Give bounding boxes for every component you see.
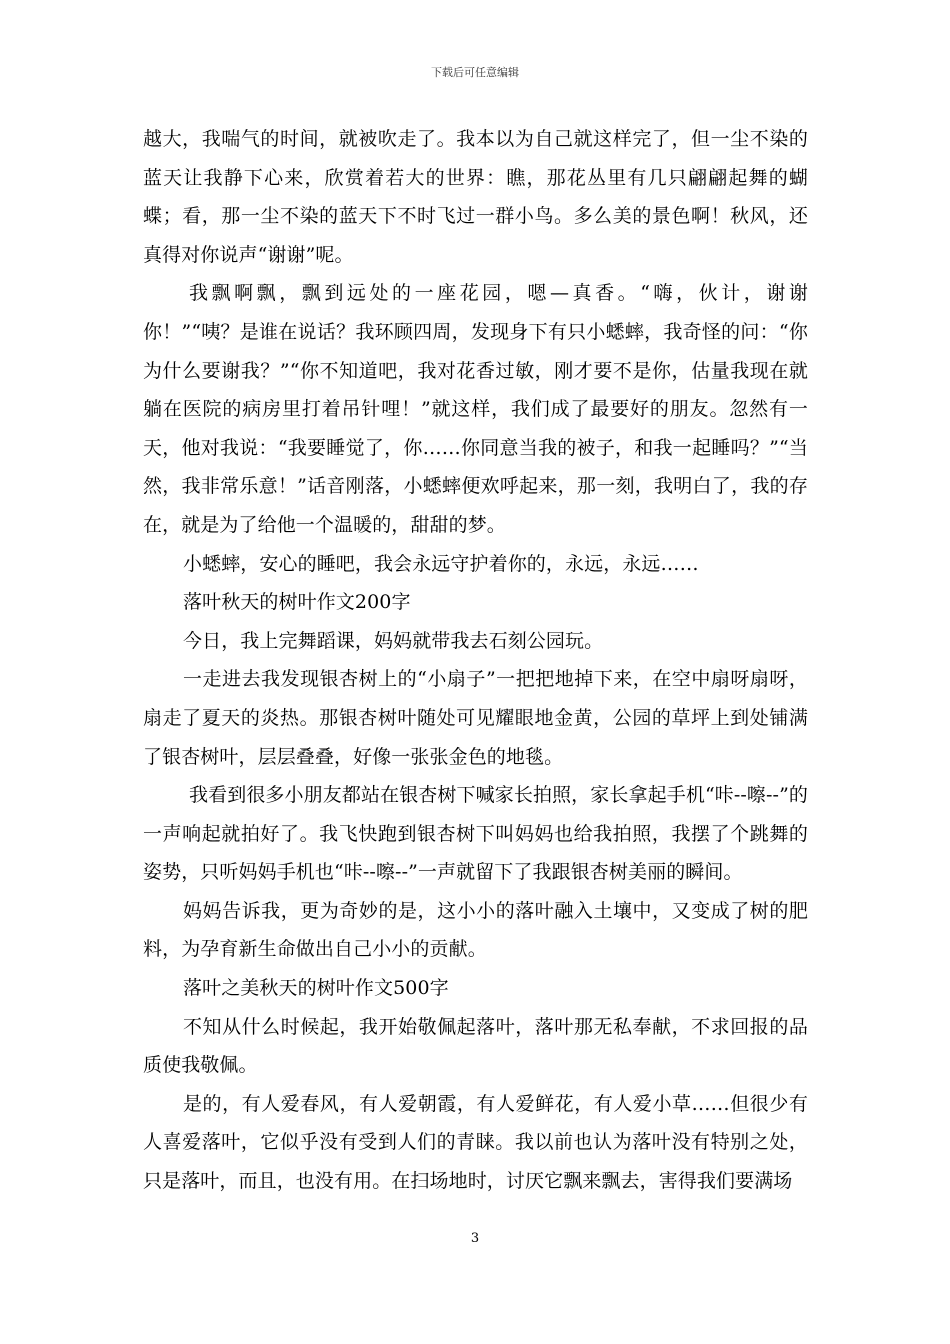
paragraph: 小蟋蟀，安心的睡吧，我会永远守护着你的，永远，永远…… <box>183 552 699 575</box>
paragraph: 我看到很多小朋友都站在银杏树下喊家长拍照，家长拿起手机“咔--嚓--”的一声响起就拍好了。我飞快跑到银杏树下叫妈妈也给我拍照，我摆了个跳舞的姿势，只听妈妈手机也“咔--嚓--”一声就留下了我跟银杏树美丽的瞬间。 <box>143 784 808 884</box>
paragraph: 是的，有人爱春风，有人爱朝霞，有人爱鲜花，有人爱小草……但很少有人喜爱落叶，它似乎没有受到人们的青睐。我以前也认为落叶没有特别之处，只是落叶，而且，也没有用。在扫场地时，讨厌它飘来飘去，害得我们要满场 <box>143 1092 808 1193</box>
document-body <box>143 120 808 1201</box>
paragraph: 我飘啊飘，飘到远处的一座花园，嗯—真香。“嗨，伙计，谢谢你！”“咦？是谁在说话？我环顾四周，发现身下有只小蟋蟀，我奇怪的问：“你为什么要谢我？”“你不知道吧，我对花香过敏，刚才要不是你，估量我现在就躺在医院的病房里打着吊针哩！”就这样，我们成了最要好的朋友。忽然有一天，他对我说：“我要睡觉了，你……你同意当我的被子，和我一起睡吗？”“当然，我非常乐意！”话音刚落，小蟋蟀便欢呼起来，那一刻，我明白了，我的存在，就是为了给他一个温暖的，甜甜的梦。 <box>143 282 808 536</box>
section-heading: 落叶之美秋天的树叶作文500字 <box>183 977 449 1000</box>
paragraph: 今日，我上完舞蹈课，妈妈就带我去石刻公园玩。 <box>183 629 604 652</box>
page-number: 3 <box>470 1231 480 1246</box>
paragraph: 妈妈告诉我，更为奇妙的是，这小小的落叶融入土壤中，又变成了树的肥料，为孕育新生命做出自己小小的贡献。 <box>143 899 808 961</box>
paragraph: 一走进去我发现银杏树上的“小扇子”一把把地掉下来，在空中扇呀扇呀，扇走了夏天的炎热。那银杏树叶随处可见耀眼地金黄，公园的草坪上到处铺满了银杏树叶，层层叠叠，好像一张张金色的地毯。 <box>143 668 808 768</box>
page-header: 下载后可任意编辑 <box>431 66 519 79</box>
section-heading: 落叶秋天的树叶作文200字 <box>183 591 411 614</box>
paragraph: 越大，我喘气的时间，就被吹走了。我本以为自己就这样完了，但一尘不染的蓝天让我静下心来，欣赏着若大的世界：瞧，那花丛里有几只翩翩起舞的蝴蝶；看，那一尘不染的蓝天下不时飞过一群小鸟。多么美的景色啊！秋风，还真得对你说声“谢谢”呢。 <box>143 128 808 266</box>
paragraph: 不知从什么时候起，我开始敬佩起落叶，落叶那无私奉献，不求回报的品质使我敬佩。 <box>143 1015 808 1077</box>
